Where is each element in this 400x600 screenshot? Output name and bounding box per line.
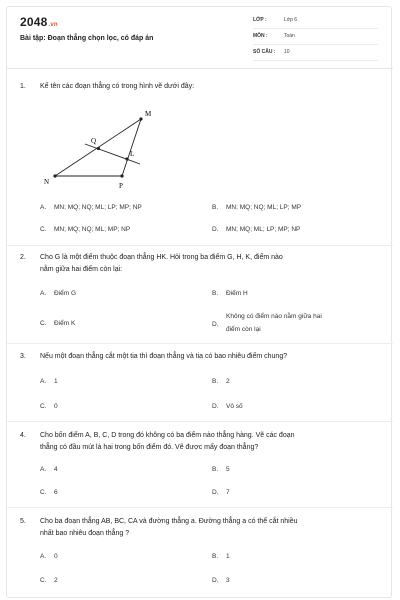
question-divider: [7, 343, 393, 344]
answer-option-B[interactable]: [212, 289, 248, 299]
answer-option-D[interactable]: [212, 320, 226, 330]
option-letter: D.: [212, 577, 219, 584]
meta-panel: [253, 14, 378, 62]
answer-option-D[interactable]: [212, 488, 230, 498]
option-text: 2: [54, 577, 58, 584]
question-text-line2: nhất bao nhiêu đoạn thẳng ?: [40, 530, 130, 537]
meta-label: MÔN :: [253, 33, 268, 39]
option-letter: A.: [40, 553, 47, 560]
option-letter: B.: [212, 290, 219, 297]
page-title: Bài tập: Đoạn thẳng chọn lọc, có đáp án: [20, 35, 154, 42]
question-divider: [7, 245, 393, 246]
option-letter: C.: [40, 320, 47, 327]
option-text: MN; MQ; NQ; ML; LP; MP; NP: [54, 204, 142, 211]
question-text: Nếu một đoạn thẳng cắt một tia thì đoạn thẳng và tia có bao nhiêu điểm chung?: [40, 353, 288, 360]
option-text: 0: [54, 403, 58, 410]
answer-option-C[interactable]: [40, 225, 130, 235]
worksheet-page: [6, 6, 392, 598]
question-divider: [7, 507, 393, 508]
option-letter: A.: [40, 378, 47, 385]
answer-option-A[interactable]: [40, 465, 58, 475]
answer-option-C[interactable]: [40, 402, 58, 412]
answer-option-C[interactable]: [40, 488, 58, 498]
option-text: 5: [226, 466, 230, 473]
segment-PM: [122, 119, 141, 176]
label-P: P: [119, 182, 123, 190]
option-letter: D.: [212, 321, 219, 328]
question-text-line1: Cho G là một điểm thuộc đoạn thẳng HK. Hỏi trong ba điểm G, H, K, điểm nào: [40, 254, 283, 261]
meta-value: Toán: [284, 33, 295, 39]
answer-option-B[interactable]: [212, 552, 230, 562]
option-letter: C.: [40, 489, 47, 496]
option-letter: C.: [40, 403, 47, 410]
point-L: [125, 157, 128, 160]
option-text: 2: [226, 378, 230, 385]
answer-option-A[interactable]: [40, 377, 58, 387]
option-text: 3: [226, 577, 230, 584]
meta-label: LỚP :: [253, 17, 267, 23]
question-text-line1: Cho ba đoạn thẳng AB, BC, CA và đường thẳng a. Đường thẳng a có thể cắt nhiều: [40, 518, 298, 525]
answer-option-D[interactable]: [212, 402, 243, 412]
logo-text: 2048: [20, 15, 48, 29]
option-letter: B.: [212, 466, 219, 473]
point-M: [139, 117, 142, 120]
option-text: MN; MQ; ML; LP; MP; NP: [226, 226, 301, 233]
option-text: 4: [54, 466, 58, 473]
question-text-line2: nằm giữa hai điểm còn lại:: [40, 266, 123, 273]
option-text: MN; MQ; NQ; ML; MP; NP: [54, 226, 131, 233]
logo-suffix: .vn: [48, 22, 58, 28]
label-Q: Q: [91, 137, 97, 145]
option-letter: A.: [40, 290, 47, 297]
answer-option-B[interactable]: [212, 465, 230, 475]
option-text: 0: [54, 553, 58, 560]
question-text: Kể tên các đoạn thẳng có trong hình vẽ dưới đây:: [40, 83, 195, 90]
answer-option-A[interactable]: [40, 203, 142, 213]
option-letter: A.: [40, 466, 47, 473]
question-number: 5.: [20, 518, 26, 525]
question-text-line1: Cho bốn điểm A, B, C, D trong đó không có ba điểm nào thẳng hàng. Vẽ các đoạn: [40, 432, 295, 439]
question-number: 1.: [20, 83, 26, 90]
answer-option-A[interactable]: [40, 552, 58, 562]
geometry-figure: [30, 100, 170, 195]
question-number: 3.: [20, 353, 26, 360]
meta-row-class: [253, 14, 378, 29]
answer-option-B[interactable]: [212, 203, 301, 213]
option-text-line2: điểm còn lại: [226, 326, 261, 333]
option-text-line1: Không có điểm nào nằm giữa hai: [226, 313, 322, 320]
site-logo[interactable]: [20, 15, 58, 29]
option-letter: A.: [40, 204, 47, 211]
question-number: 4.: [20, 432, 26, 439]
option-text: Điểm K: [54, 320, 76, 327]
meta-value: 10: [284, 49, 290, 55]
option-letter: D.: [212, 226, 219, 233]
answer-option-C[interactable]: [40, 319, 75, 329]
answer-option-C[interactable]: [40, 576, 58, 586]
question-number: 2.: [20, 254, 26, 261]
meta-row-subject: [253, 30, 378, 45]
option-text: 6: [54, 489, 58, 496]
option-letter: D.: [212, 403, 219, 410]
option-text: Vô số: [226, 403, 243, 410]
meta-row-count: [253, 46, 378, 61]
label-L: L: [130, 150, 135, 158]
question-divider: [7, 421, 393, 422]
option-text: 1: [226, 553, 230, 560]
option-letter: C.: [40, 226, 47, 233]
option-text: 1: [54, 378, 58, 385]
option-text: Điểm G: [54, 290, 77, 297]
option-text: 7: [226, 489, 230, 496]
answer-option-B[interactable]: [212, 377, 230, 387]
question-text-line2: thẳng có đầu mút là hai trong bốn điểm đó. Vẽ được mấy đoạn thẳng?: [40, 444, 259, 451]
label-N: N: [44, 178, 50, 186]
label-M: M: [145, 110, 152, 118]
option-text: MN; MQ; NQ; ML; LP; MP: [226, 204, 302, 211]
option-letter: B.: [212, 553, 219, 560]
answer-option-D[interactable]: [212, 576, 230, 586]
point-Q: [97, 147, 100, 150]
option-text: Điểm H: [226, 290, 248, 297]
option-letter: B.: [212, 204, 219, 211]
answer-option-D[interactable]: [212, 225, 300, 235]
point-N: [53, 174, 56, 177]
answer-option-A[interactable]: [40, 289, 76, 299]
option-letter: D.: [212, 489, 219, 496]
option-letter: B.: [212, 378, 219, 385]
point-P: [120, 174, 123, 177]
meta-value: Lớp 6: [284, 17, 298, 23]
option-letter: C.: [40, 577, 47, 584]
header-divider: [7, 68, 393, 69]
meta-label: SỐ CÂU :: [253, 49, 276, 55]
